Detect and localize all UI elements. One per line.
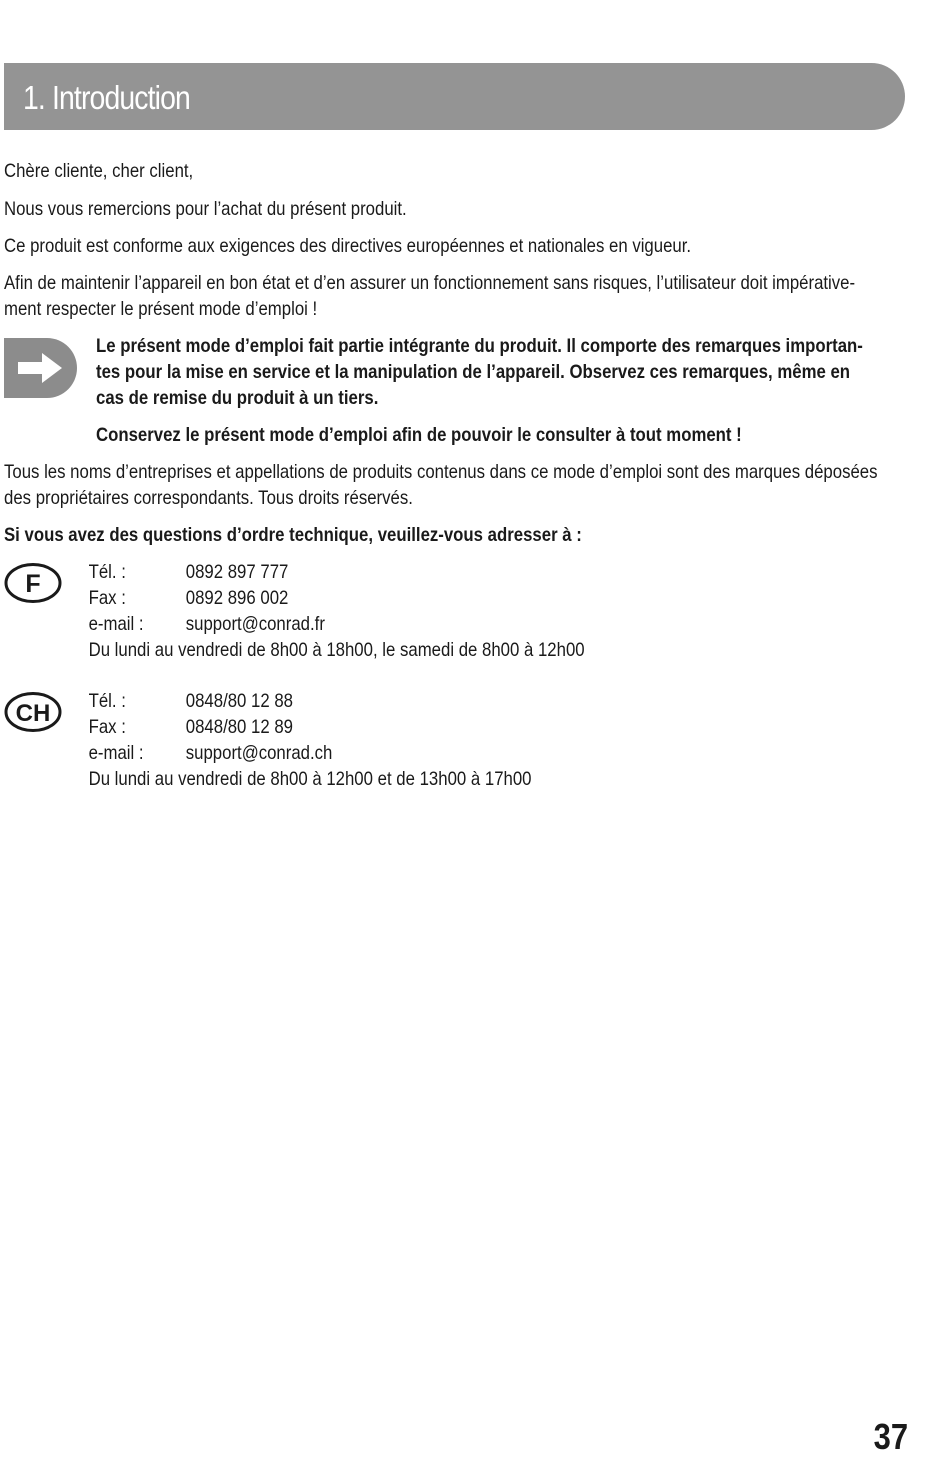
fax-value: 0892 896 002 — [185, 587, 289, 609]
tel-value: 0892 897 777 — [185, 561, 289, 583]
email-value: support@conrad.fr — [185, 613, 325, 635]
email-label: e-mail : — [88, 613, 144, 635]
arrow-right-icon — [4, 338, 77, 398]
country-badge-ch — [4, 691, 62, 733]
maintain-text-line1: Afin de maintenir l’appareil en bon état et d’en assurer un fonctionnement sans risques, l’utilisateur doit impérative- — [4, 272, 856, 294]
questions-heading: Si vous avez des questions d’ordre technique, veuillez-vous adresser à : — [4, 524, 582, 546]
fax-value: 0848/80 12 89 — [185, 716, 294, 738]
fax-label: Fax : — [88, 587, 126, 609]
thanks-text: Nous vous remercions pour l’achat du présent produit. — [4, 198, 407, 220]
country-code-f: F — [25, 570, 41, 598]
note-line2: tes pour la mise en service et la manipulation de l’appareil. Observez ces remarques, même en — [96, 361, 851, 383]
conformity-text: Ce produit est conforme aux exigences des directives européennes et nationales en vigueur. — [4, 235, 692, 257]
page-number: 37 — [873, 1416, 908, 1457]
email-value: support@conrad.ch — [185, 742, 333, 764]
note-line1: Le présent mode d’emploi fait partie intégrante du produit. Il comporte des remarques importan- — [96, 335, 863, 357]
fax-label: Fax : — [88, 716, 126, 738]
trademarks-line1: Tous les noms d’entreprises et appellations de produits contenus dans ce mode d’emploi sont des marques déposées — [4, 461, 878, 483]
section-header-bar — [4, 63, 905, 130]
maintain-text-line2: ment respecter le présent mode d’emploi ! — [4, 298, 318, 320]
country-code-ch: CH — [15, 700, 51, 727]
trademarks-line2: des propriétaires correspondants. Tous droits réservés. — [4, 487, 413, 509]
tel-label: Tél. : — [88, 561, 126, 583]
hours-text: Du lundi au vendredi de 8h00 à 12h00 et de 13h00 à 17h00 — [88, 768, 532, 790]
hours-text: Du lundi au vendredi de 8h00 à 18h00, le samedi de 8h00 à 12h00 — [88, 639, 585, 661]
note-line3: cas de remise du produit à un tiers. — [96, 387, 379, 409]
tel-value: 0848/80 12 88 — [185, 690, 294, 712]
greeting-text: Chère cliente, cher client, — [4, 160, 194, 182]
section-title: 1. Introduction — [23, 79, 190, 116]
email-label: e-mail : — [88, 742, 144, 764]
tel-label: Tél. : — [88, 690, 126, 712]
country-badge-f — [4, 562, 62, 604]
keep-manual-note: Conservez le présent mode d’emploi afin de pouvoir le consulter à tout moment ! — [96, 424, 742, 446]
